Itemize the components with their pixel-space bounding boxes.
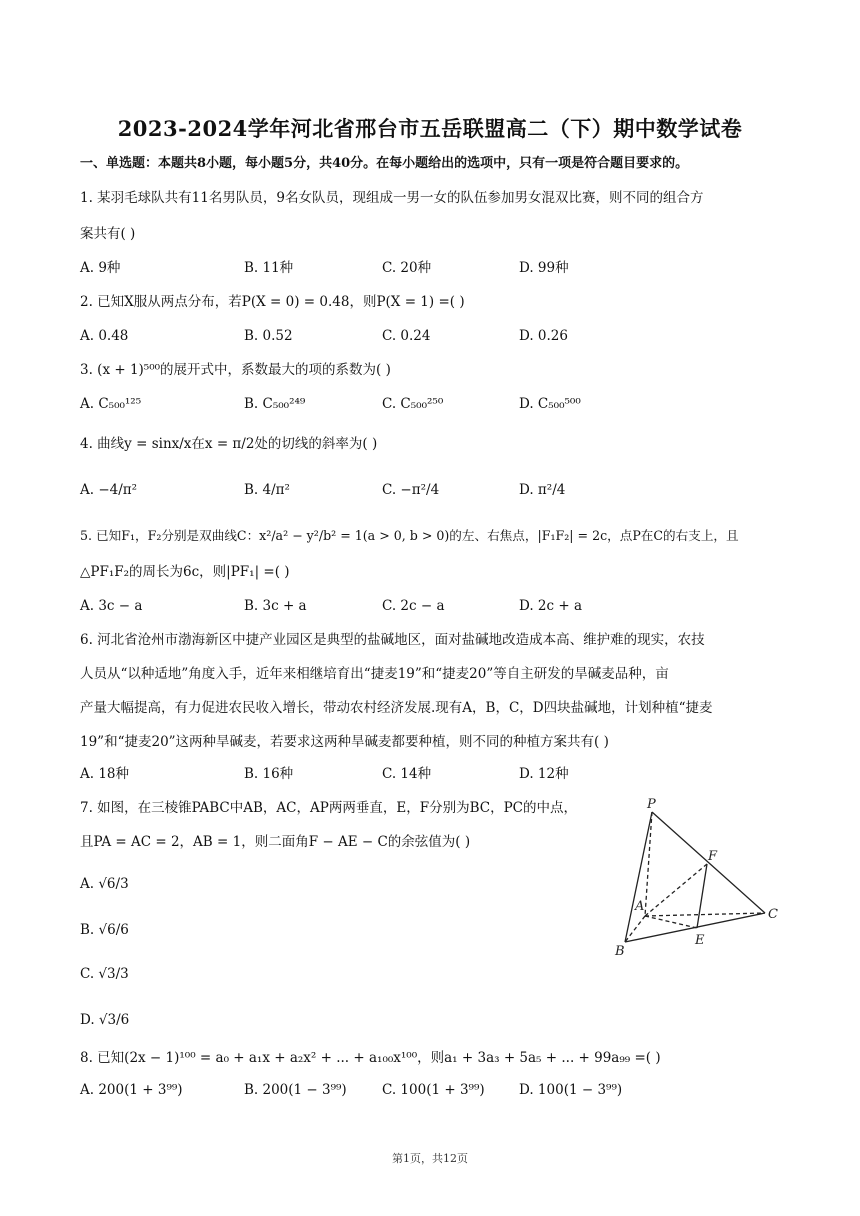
question-7-text-cont: 且PA = AC = 2，AB = 1，则二面角F − AE − C的余弦值为( ) — [80, 834, 471, 850]
q7-option-d: D. √3/6 — [80, 1012, 130, 1028]
q1-option-c: C. 20种 — [382, 260, 432, 276]
q1-option-b: B. 11种 — [244, 260, 294, 276]
pyramid-figure — [605, 796, 795, 966]
q6-option-d: D. 12种 — [519, 766, 569, 782]
label-p: P — [647, 797, 656, 812]
question-6-text-cont3: 19”和“捷麦20”这两种旱碱麦，若要求这两种旱碱麦都要种植，则不同的种植方案共有( ) — [80, 734, 609, 750]
page-footer: 第1页，共12页 — [392, 1152, 468, 1165]
edge-ac — [645, 913, 765, 916]
q6-option-a: A. 18种 — [80, 766, 130, 782]
q6-option-b: B. 16种 — [244, 766, 294, 782]
q4-option-d: D. π²/4 — [519, 482, 566, 498]
q3-option-a: A. C₅₀₀¹²⁵ — [80, 396, 142, 412]
q4-option-c: C. −π²/4 — [382, 482, 440, 498]
q7-option-b: B. √6/6 — [80, 922, 129, 938]
q5-option-d: D. 2c + a — [519, 598, 583, 614]
q8-option-c: C. 100(1 + 3⁹⁹) — [382, 1082, 485, 1098]
q1-option-a: A. 9种 — [80, 260, 121, 276]
q5-option-c: C. 2c − a — [382, 598, 445, 614]
q1-option-d: D. 99种 — [519, 260, 569, 276]
question-3-text: 3. (x + 1)⁵⁰⁰的展开式中，系数最大的项的系数为( ) — [80, 362, 391, 378]
q5-option-a: A. 3c − a — [80, 598, 143, 614]
q4-option-a: A. −4/π² — [80, 482, 138, 498]
question-6-text: 6. 河北省沧州市渤海新区中捷产业园区是典型的盐碱地区，面对盐碱地改造成本高、维护难的现实，农技 — [80, 632, 705, 648]
q7-option-c: C. √3/3 — [80, 966, 129, 982]
question-1-text-cont: 案共有( ) — [80, 226, 136, 242]
page-title: 2023-2024学年河北省邢台市五岳联盟高二（下）期中数学试卷 — [117, 116, 743, 141]
question-5-text-cont: △PF₁F₂的周长为6c，则|PF₁| =( ) — [80, 564, 290, 580]
question-6-text-cont2: 产量大幅提高，有力促进农民收入增长，带动农村经济发展.现有A，B，C，D四块盐碱地，计划种植“捷麦 — [80, 700, 713, 716]
q8-option-b: B. 200(1 − 3⁹⁹) — [244, 1082, 347, 1098]
edge-af — [645, 864, 707, 916]
section-heading: 一、单选题：本题共8小题，每小题5分，共40分。在每小题给出的选项中，只有一项是符合题目要求的。 — [80, 156, 689, 171]
edge-fe — [697, 864, 707, 928]
question-1-text: 1. 某羽毛球队共有11名男队员，9名女队员，现组成一男一女的队伍参加男女混双比赛，则不同的组合方 — [80, 190, 704, 206]
q2-option-d: D. 0.26 — [519, 328, 568, 344]
q8-option-a: A. 200(1 + 3⁹⁹) — [80, 1082, 183, 1098]
q2-option-a: A. 0.48 — [80, 328, 129, 344]
edge-ae — [645, 916, 697, 928]
label-f: F — [708, 849, 718, 864]
q2-option-c: C. 0.24 — [382, 328, 431, 344]
q2-option-b: B. 0.52 — [244, 328, 293, 344]
label-e: E — [695, 933, 705, 948]
question-2-text: 2. 已知X服从两点分布，若P(X = 0) = 0.48，则P(X = 1) =( ) — [80, 294, 465, 310]
q7-option-a: A. √6/3 — [80, 876, 129, 892]
label-c: C — [768, 907, 778, 922]
question-6-text-cont1: 人员从“以种适地”角度入手，近年来相继培育出“捷麦19”和“捷麦20”等自主研发的旱碱麦品种，亩 — [80, 666, 669, 682]
q3-option-d: D. C₅₀₀⁵⁰⁰ — [519, 396, 581, 412]
question-7-text: 7. 如图，在三棱锥PABC中AB，AC，AP两两垂直，E，F分别为BC，PC的中点， — [80, 800, 577, 816]
label-b: B — [615, 944, 625, 959]
label-a: A — [635, 899, 645, 914]
q3-option-b: B. C₅₀₀²⁴⁹ — [244, 396, 306, 412]
q3-option-c: C. C₅₀₀²⁵⁰ — [382, 396, 444, 412]
q5-option-b: B. 3c + a — [244, 598, 307, 614]
question-5-text: 5. 已知F₁，F₂分别是双曲线C：x²/a² − y²/b² = 1(a > 0, b > 0)的左、右焦点，|F₁F₂| = 2c，点P在C的右支上，且 — [80, 528, 739, 543]
question-8-text: 8. 已知(2x − 1)¹⁰⁰ = a₀ + a₁x + a₂x² + ... + a₁₀₀x¹⁰⁰，则a₁ + 3a₃ + 5a₅ + ... + 99a₉₉ =( ) — [80, 1050, 661, 1066]
q4-option-b: B. 4/π² — [244, 482, 290, 498]
question-4-text: 4. 曲线y = sinx/x在x = π/2处的切线的斜率为( ) — [80, 436, 378, 452]
q8-option-d: D. 100(1 − 3⁹⁹) — [519, 1082, 623, 1098]
q6-option-c: C. 14种 — [382, 766, 432, 782]
